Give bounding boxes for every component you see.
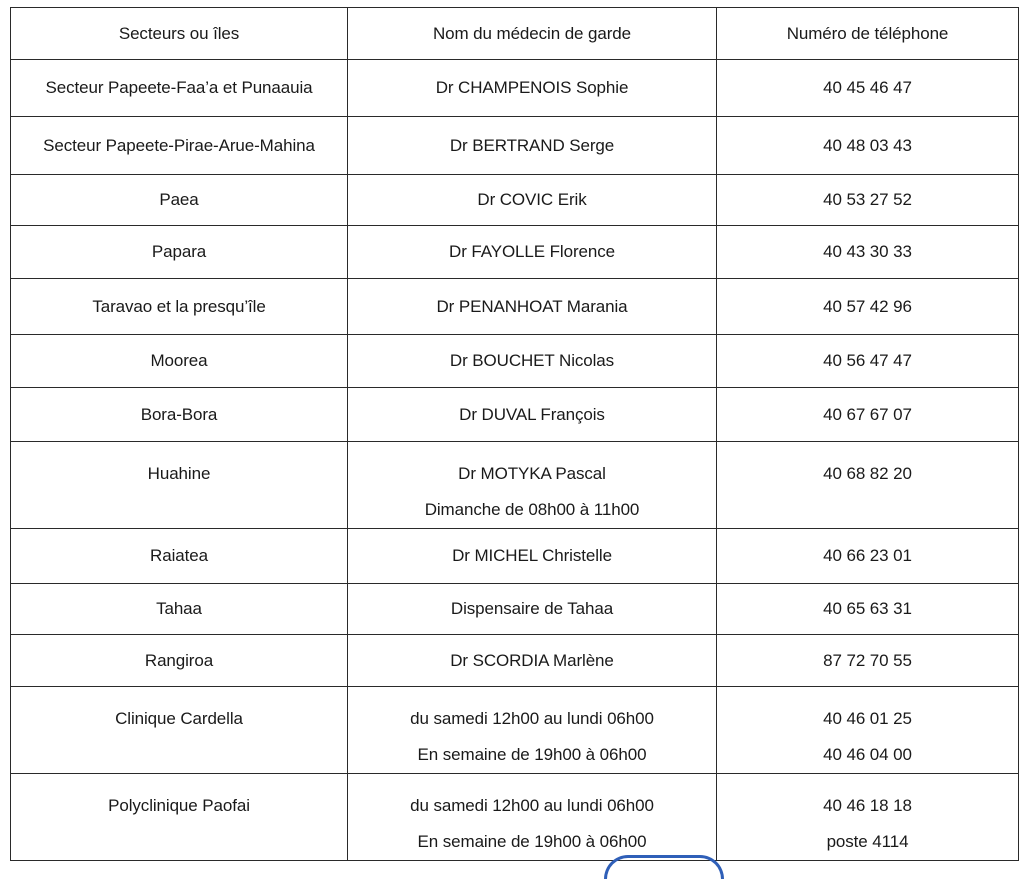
table-row	[11, 774, 1019, 861]
cell-doctor	[348, 279, 717, 335]
phone-number-text: 87 72 70 55	[823, 650, 912, 670]
cell-phone	[717, 117, 1019, 175]
header-sector: Secteurs ou îles	[11, 8, 348, 60]
cell-sector	[11, 687, 348, 774]
cell-sector	[11, 774, 348, 861]
table-row	[11, 442, 1019, 529]
cell-sector	[11, 529, 348, 584]
cell-doctor	[348, 226, 717, 279]
table-row	[11, 175, 1019, 226]
table-row	[11, 226, 1019, 279]
doctor-name-text: Dr BERTRAND Serge	[449, 135, 615, 155]
doctor-name-text: Dr COVIC Erik	[477, 190, 587, 209]
doctor-name-text: Dr PENANHOAT Marania	[436, 296, 628, 316]
cell-sector	[11, 279, 348, 335]
cell-phone	[717, 60, 1019, 117]
cell-phone	[717, 584, 1019, 635]
sector-text: Tahaa	[156, 599, 202, 618]
phone-number-text: 40 45 46 47	[823, 78, 912, 97]
sector-text: Moorea	[150, 351, 208, 370]
phone-number-text: 40 46 01 25	[823, 709, 912, 728]
doctor-name-text: du samedi 12h00 au lundi 06h00	[410, 709, 654, 728]
table-row	[11, 388, 1019, 442]
cell-doctor	[348, 635, 717, 687]
phone-number-text: 40 66 23 01	[823, 546, 912, 565]
cell-phone	[717, 687, 1019, 774]
sector-text: Paea	[159, 190, 199, 209]
phone-number-text: 40 67 67 07	[823, 404, 912, 424]
doctor-name-text: Dr MICHEL Christelle	[452, 546, 612, 565]
phone-number-text: 40 68 82 20	[823, 464, 912, 483]
table-row	[11, 687, 1019, 774]
sector-text: Rangiroa	[144, 650, 214, 670]
cell-doctor	[348, 335, 717, 388]
doctor-name-text: Dispensaire de Tahaa	[450, 599, 614, 618]
cell-sector	[11, 388, 348, 442]
sector-text: Clinique Cardella	[115, 709, 243, 728]
phone-number-text: 40 43 30 33	[823, 242, 912, 261]
cell-doctor	[348, 60, 717, 117]
cell-phone	[717, 175, 1019, 226]
header-phone: Numéro de téléphone	[717, 8, 1019, 60]
table-row	[11, 117, 1019, 175]
cell-doctor	[348, 584, 717, 635]
doctor-schedule-text: En semaine de 19h00 à 06h00	[417, 745, 647, 764]
sector-text: Raiatea	[150, 546, 208, 565]
doctor-name-text: Dr BOUCHET Nicolas	[449, 351, 615, 370]
table-row	[11, 584, 1019, 635]
table-row	[11, 635, 1019, 687]
cell-phone	[717, 529, 1019, 584]
header-doctor: Nom du médecin de garde	[348, 8, 717, 60]
doctor-name-text: Dr SCORDIA Marlène	[450, 650, 614, 670]
phone-number-text: 40 46 18 18	[823, 796, 912, 815]
doctor-name-text: Dr FAYOLLE Florence	[449, 242, 615, 261]
cell-sector	[11, 175, 348, 226]
doctor-name-text: Dr CHAMPENOIS Sophie	[435, 78, 629, 97]
cell-doctor	[348, 117, 717, 175]
doctor-name-text: Dr MOTYKA Pascal	[458, 464, 606, 483]
cell-sector	[11, 635, 348, 687]
table-row	[11, 335, 1019, 388]
phone-number-text: 40 46 04 00	[823, 745, 912, 764]
doctor-name-text: du samedi 12h00 au lundi 06h00	[410, 796, 654, 815]
cell-phone	[717, 388, 1019, 442]
cell-sector	[11, 442, 348, 529]
phone-number-text: 40 56 47 47	[823, 351, 912, 370]
cell-doctor	[348, 774, 717, 861]
phone-number-text: 40 48 03 43	[823, 135, 912, 155]
cell-doctor	[348, 388, 717, 442]
cell-phone	[717, 635, 1019, 687]
sector-text: Papara	[151, 242, 207, 261]
table-row	[11, 529, 1019, 584]
cell-sector	[11, 60, 348, 117]
doctor-schedule-text: En semaine de 19h00 à 06h00	[417, 832, 647, 851]
cell-phone	[717, 279, 1019, 335]
cell-sector	[11, 584, 348, 635]
sector-text: Bora-Bora	[140, 404, 218, 424]
cell-sector	[11, 117, 348, 175]
cell-phone	[717, 442, 1019, 529]
cell-phone	[717, 335, 1019, 388]
table-body	[11, 60, 1019, 861]
phone-number-text: 40 65 63 31	[823, 599, 912, 618]
cell-doctor	[348, 529, 717, 584]
partial-logo-emblem	[604, 855, 724, 879]
cell-doctor	[348, 687, 717, 774]
table-row	[11, 60, 1019, 117]
phone-number-text: 40 57 42 96	[823, 296, 912, 316]
sector-text: Secteur Papeete-Pirae-Arue-Mahina	[43, 135, 315, 155]
cell-doctor	[348, 442, 717, 529]
on-call-doctors-table	[10, 7, 1019, 861]
sector-text: Huahine	[147, 464, 211, 483]
phone-number-text: poste 4114	[826, 832, 909, 851]
doctor-name-text: Dr DUVAL François	[459, 404, 605, 424]
cell-doctor	[348, 175, 717, 226]
table-row	[11, 279, 1019, 335]
cell-phone	[717, 226, 1019, 279]
sector-text: Polyclinique Paofai	[108, 796, 250, 815]
phone-number-text: 40 53 27 52	[823, 190, 912, 209]
doctor-schedule-text: Dimanche de 08h00 à 11h00	[424, 500, 640, 519]
cell-sector	[11, 226, 348, 279]
cell-sector	[11, 335, 348, 388]
cell-phone	[717, 774, 1019, 861]
table-header-row	[11, 8, 1019, 60]
sector-text: Taravao et la presqu’île	[92, 296, 266, 316]
sector-text: Secteur Papeete-Faa’a et Punaauia	[45, 78, 313, 97]
